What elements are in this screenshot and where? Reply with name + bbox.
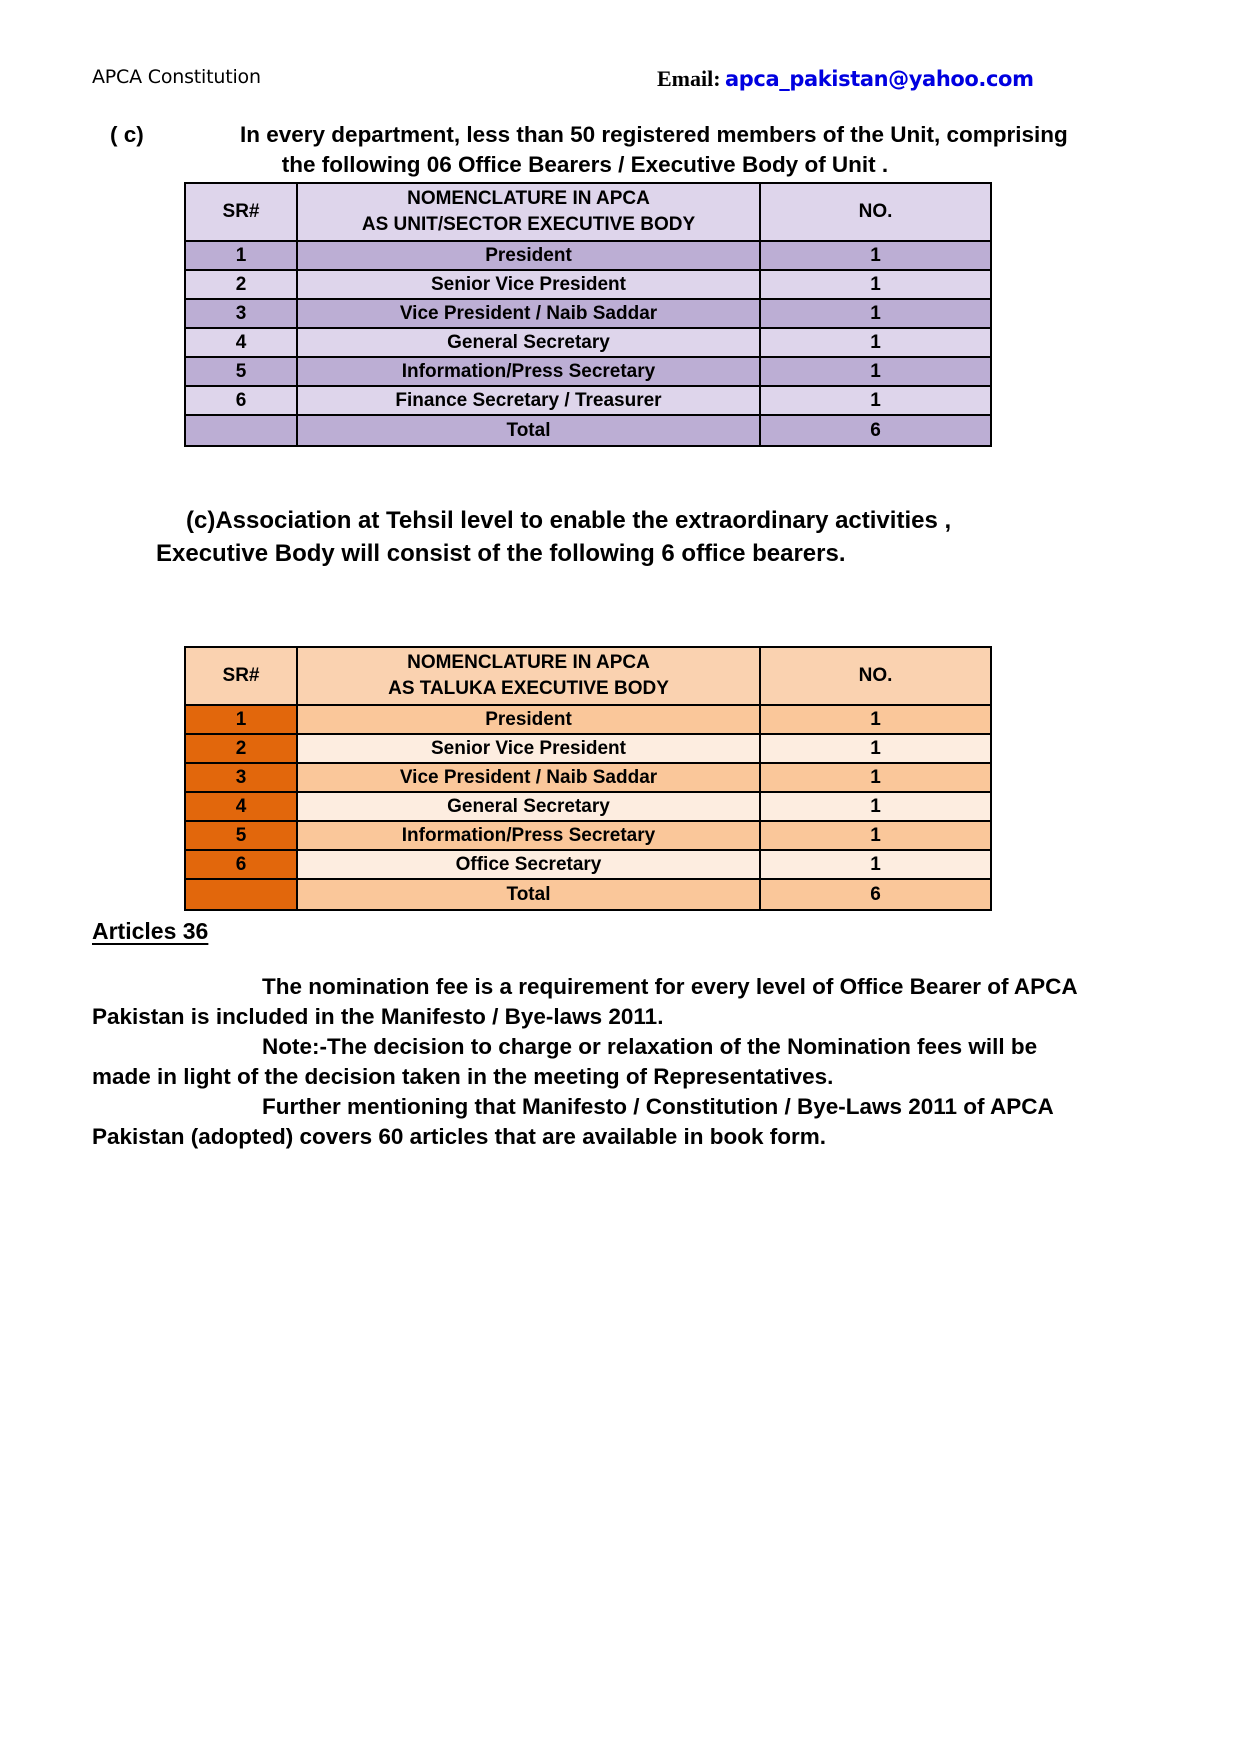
cell-name: General Secretary — [297, 792, 760, 821]
cell-name: Information/Press Secretary — [297, 821, 760, 850]
cell-name: Senior Vice President — [297, 270, 760, 299]
table-row — [185, 241, 991, 270]
column-header-nomenclature-line2: AS UNIT/SECTOR EXECUTIVE BODY — [361, 214, 696, 235]
unit-executive-body-table — [184, 182, 992, 447]
table-total-row — [185, 415, 991, 446]
table-row — [185, 270, 991, 299]
articles-paragraph-2-line1: Note:-The decision to charge or relaxation of the Nomination fees will be — [262, 1034, 1038, 1059]
articles-heading: Articles 36 — [92, 918, 209, 944]
document-title: APCA Constitution — [92, 66, 261, 88]
cell-sr: 4 — [185, 792, 297, 821]
cell-name: Information/Press Secretary — [297, 357, 760, 386]
clause-c-tehsil-line1: (c)Association at Tehsil level to enable the extraordinary activities , — [186, 507, 952, 534]
cell-sr: 2 — [185, 734, 297, 763]
articles-paragraph-1-line2: Pakistan is included in the Manifesto / Bye-laws 2011. — [92, 1004, 664, 1029]
clause-c-tehsil — [156, 504, 1056, 570]
cell-name: President — [297, 241, 760, 270]
column-header-nomenclature — [297, 183, 760, 241]
cell-sr-total — [185, 415, 297, 446]
table-row — [185, 821, 991, 850]
cell-sr: 3 — [185, 763, 297, 792]
contact-email-block — [657, 66, 1034, 92]
cell-no: 1 — [760, 270, 991, 299]
articles-paragraph-2 — [92, 1032, 1092, 1092]
cell-name: Finance Secretary / Treasurer — [297, 386, 760, 415]
cell-name: Vice President / Naib Saddar — [297, 763, 760, 792]
cell-sr: 6 — [185, 386, 297, 415]
cell-name: Vice President / Naib Saddar — [297, 299, 760, 328]
table-total-row — [185, 879, 991, 910]
table-row — [185, 357, 991, 386]
column-header-sr: SR# — [185, 647, 297, 705]
email-label: Email: — [657, 66, 721, 91]
cell-no: 1 — [760, 241, 991, 270]
table-row — [185, 792, 991, 821]
cell-no: 1 — [760, 734, 991, 763]
cell-sr: 3 — [185, 299, 297, 328]
clause-c-unit-text: In every department, less than 50 registered members of the Unit, comprising — [240, 122, 1068, 147]
table-row — [185, 734, 991, 763]
cell-no: 1 — [760, 386, 991, 415]
column-header-no: NO. — [760, 183, 991, 241]
cell-sr: 1 — [185, 241, 297, 270]
cell-name: President — [297, 705, 760, 734]
cell-sr: 5 — [185, 357, 297, 386]
email-address-link[interactable]: apca_pakistan@yahoo.com — [725, 67, 1034, 91]
column-header-sr: SR# — [185, 183, 297, 241]
cell-no: 1 — [760, 792, 991, 821]
articles-body — [92, 972, 1092, 1152]
taluka-executive-body-table — [184, 646, 992, 911]
clause-marker: ( c) — [110, 122, 144, 147]
table-row — [185, 328, 991, 357]
page-header — [92, 66, 1148, 100]
cell-sr: 4 — [185, 328, 297, 357]
cell-name: Senior Vice President — [297, 734, 760, 763]
column-header-nomenclature — [297, 647, 760, 705]
cell-no: 1 — [760, 821, 991, 850]
table-row — [185, 705, 991, 734]
cell-sr: 6 — [185, 850, 297, 879]
column-header-nomenclature-line1: NOMENCLATURE IN APCA — [407, 652, 650, 673]
cell-no: 1 — [760, 328, 991, 357]
clause-c-unit-line1 — [110, 120, 1080, 150]
cell-no: 1 — [760, 705, 991, 734]
column-header-no: NO. — [760, 647, 991, 705]
cell-total-label: Total — [297, 415, 760, 446]
articles-paragraph-1-line1: The nomination fee is a requirement for every level of Office Bearer of APCA — [262, 974, 1078, 999]
articles-paragraph-3-line1: Further mentioning that Manifesto / Constitution / Bye-Laws 2011 of APCA — [262, 1094, 1054, 1119]
cell-sr: 1 — [185, 705, 297, 734]
cell-total-no: 6 — [760, 879, 991, 910]
cell-total-label: Total — [297, 879, 760, 910]
table-row — [185, 763, 991, 792]
clause-c-unit — [110, 120, 1080, 180]
table-row — [185, 299, 991, 328]
table-header-row — [185, 647, 991, 705]
articles-paragraph-3 — [92, 1092, 1092, 1152]
cell-sr-total — [185, 879, 297, 910]
column-header-nomenclature-line1: NOMENCLATURE IN APCA — [407, 188, 650, 209]
column-header-nomenclature-line2: AS TALUKA EXECUTIVE BODY — [388, 678, 669, 699]
cell-no: 1 — [760, 763, 991, 792]
cell-no: 1 — [760, 850, 991, 879]
cell-no: 1 — [760, 299, 991, 328]
cell-sr: 2 — [185, 270, 297, 299]
articles-paragraph-3-line2: Pakistan (adopted) covers 60 articles that are available in book form. — [92, 1124, 827, 1149]
table-row — [185, 850, 991, 879]
articles-paragraph-1 — [92, 972, 1092, 1032]
table-row — [185, 386, 991, 415]
clause-c-unit-line2: the following 06 Office Bearers / Executive Body of Unit . — [281, 152, 889, 177]
clause-c-tehsil-line2: Executive Body will consist of the following 6 office bearers. — [156, 540, 846, 567]
cell-no: 1 — [760, 357, 991, 386]
cell-name: General Secretary — [297, 328, 760, 357]
cell-sr: 5 — [185, 821, 297, 850]
cell-name: Office Secretary — [297, 850, 760, 879]
cell-total-no: 6 — [760, 415, 991, 446]
table-header-row — [185, 183, 991, 241]
articles-paragraph-2-line2: made in light of the decision taken in the meeting of Representatives. — [92, 1064, 834, 1089]
